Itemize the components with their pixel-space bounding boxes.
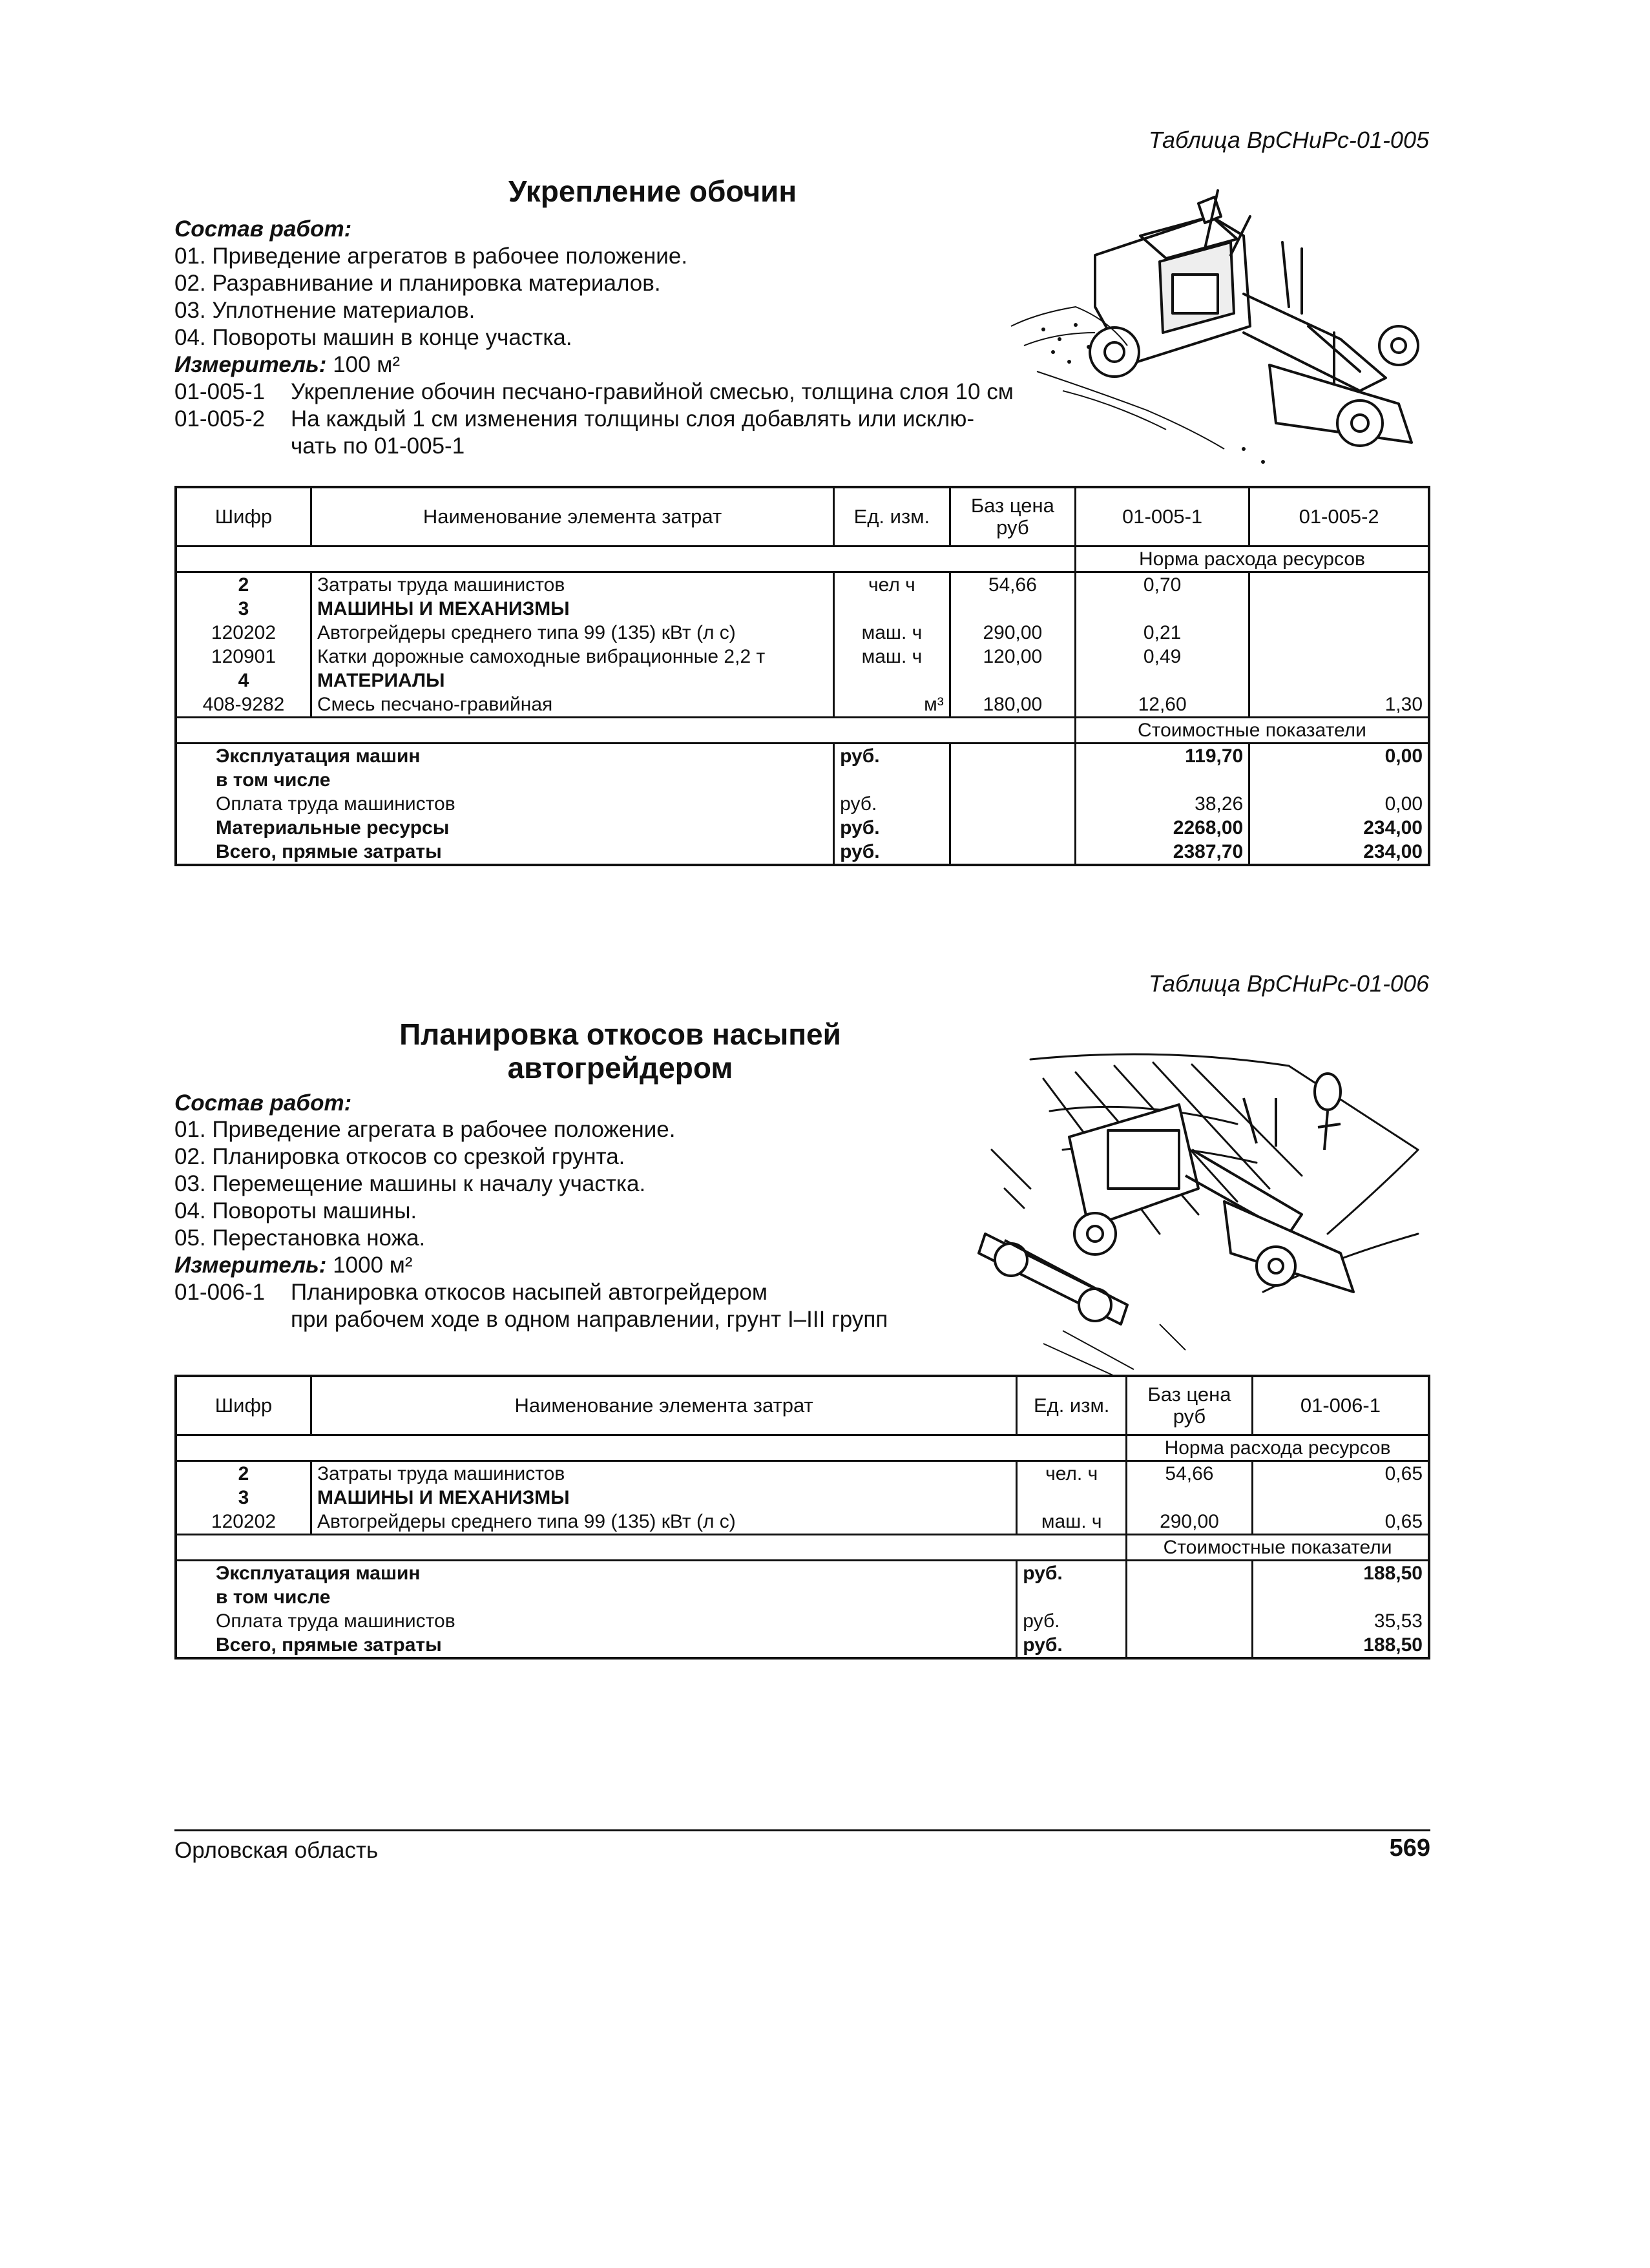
step-item: 02. Планировка откосов со срезкой грунта. <box>174 1144 625 1169</box>
steps-list <box>174 243 1014 460</box>
cell-name: МАШИНЫ И МЕХАНИЗМЫ <box>311 597 833 621</box>
cell-c2 <box>1249 621 1429 645</box>
title-line: Планировка откосов насыпей <box>399 1017 841 1051</box>
cell-code: 3 <box>176 1486 311 1510</box>
col-header-code: Шифр <box>176 487 311 546</box>
cell-c1: 0,21 <box>1075 621 1249 645</box>
col-header-code: Шифр <box>176 1376 311 1435</box>
item-line <box>174 406 1014 433</box>
table-row <box>176 1461 1429 1486</box>
cost-c1 <box>1075 768 1249 792</box>
meter-label: Измеритель: <box>174 352 327 377</box>
page-number: 569 <box>1389 1835 1430 1862</box>
cell-price <box>1127 1486 1253 1510</box>
cost-label-row <box>176 1535 1429 1561</box>
cell-c1: 0,65 <box>1252 1510 1429 1535</box>
cell-c1 <box>1075 669 1249 692</box>
cell-c2 <box>1249 645 1429 669</box>
step-item: 04. Повороты машины. <box>174 1198 417 1223</box>
cell-name: Автогрейдеры среднего типа 99 (135) кВт (л с) <box>311 1510 1016 1535</box>
cell-c2 <box>1249 669 1429 692</box>
cost-c1 <box>1252 1585 1429 1609</box>
composition-heading: Состав работ: <box>174 1090 352 1116</box>
cell-unit <box>834 597 950 621</box>
table-row <box>176 1510 1429 1535</box>
cost-row <box>176 792 1429 816</box>
col-header-c1: 01-005-1 <box>1075 487 1249 546</box>
step-item: 03. Перемещение машины к началу участка. <box>174 1171 646 1196</box>
cell-name: МАШИНЫ И МЕХАНИЗМЫ <box>311 1486 1016 1510</box>
cell-unit: маш. ч <box>834 621 950 645</box>
cell-c1 <box>1075 597 1249 621</box>
cell-price <box>950 597 1075 621</box>
cell-name: Смесь песчано-гравийная <box>311 692 833 718</box>
cost-name: Материальные ресурсы <box>176 816 834 840</box>
col-header-name: Наименование элемента затрат <box>311 1376 1016 1435</box>
cost-unit: руб. <box>834 840 950 865</box>
cost-c1: 188,50 <box>1252 1561 1429 1586</box>
cost-unit: руб. <box>834 744 950 769</box>
cost-name: в том числе <box>176 1585 1017 1609</box>
item-text: Укрепление обочин песчано-гравийной смесью, толщина слоя 10 см <box>291 379 1014 404</box>
cost-c1: 2387,70 <box>1075 840 1249 865</box>
norm-row <box>176 546 1429 572</box>
item-code: 01-005-1 <box>174 379 266 404</box>
cost-c2: 0,00 <box>1249 792 1429 816</box>
slope-grader-illustration <box>966 1021 1444 1382</box>
cell-unit <box>834 669 950 692</box>
cell-name: Затраты труда машинистов <box>311 572 833 598</box>
steps-list <box>174 1116 888 1333</box>
cost-name: в том числе <box>176 768 834 792</box>
meter-line <box>174 351 1014 379</box>
table-row <box>176 621 1429 645</box>
cost-row <box>176 840 1429 865</box>
section-title: Укрепление обочин <box>508 174 797 208</box>
footer-divider <box>174 1829 1430 1831</box>
cost-c1: 35,53 <box>1252 1609 1429 1633</box>
cell-unit <box>1017 1486 1127 1510</box>
table-row <box>176 669 1429 692</box>
table-label: Таблица ВрСНиРс-01-005 <box>1148 127 1429 153</box>
item-line <box>174 1279 888 1306</box>
cost-label: Стоимостные показатели <box>1127 1535 1429 1561</box>
section-title <box>297 1017 943 1085</box>
cost-row <box>176 1561 1429 1586</box>
cost-row <box>176 744 1429 769</box>
item-code: 01-005-2 <box>174 406 266 432</box>
item-line-cont: чать по 01-005-1 <box>291 433 465 459</box>
item-text: Планировка откосов насыпей автогрейдером <box>291 1280 768 1305</box>
cost-c1: 38,26 <box>1075 792 1249 816</box>
cell-c2 <box>1249 572 1429 598</box>
cell-price: 54,66 <box>1127 1461 1253 1486</box>
table-row <box>176 597 1429 621</box>
cell-unit: маш. ч <box>1017 1510 1127 1535</box>
cost-row <box>176 1633 1429 1658</box>
step-item: 02. Разравнивание и планировка материалов. <box>174 271 661 296</box>
composition-heading: Состав работ: <box>174 216 352 242</box>
norm-label: Норма расхода ресурсов <box>1127 1435 1429 1461</box>
cost-unit: руб. <box>834 792 950 816</box>
cost-unit: руб. <box>834 816 950 840</box>
cell-code: 120202 <box>176 621 311 645</box>
cost-label: Стоимостные показатели <box>1075 718 1429 744</box>
cell-price: 290,00 <box>950 621 1075 645</box>
table-row <box>176 1486 1429 1510</box>
cell-price <box>950 669 1075 692</box>
cost-label-row <box>176 718 1429 744</box>
cell-code: 2 <box>176 572 311 598</box>
cost-c1: 119,70 <box>1075 744 1249 769</box>
meter-line <box>174 1252 888 1279</box>
cost-c2: 234,00 <box>1249 840 1429 865</box>
cell-c1: 12,60 <box>1075 692 1249 718</box>
cell-c1: 0,65 <box>1252 1461 1429 1486</box>
meter-value: 100 м² <box>333 352 401 377</box>
table-header-row <box>176 487 1429 546</box>
table-row <box>176 645 1429 669</box>
cost-c1: 188,50 <box>1252 1633 1429 1658</box>
col-header-price: Баз цена руб <box>950 487 1075 546</box>
meter-value: 1000 м² <box>333 1253 413 1278</box>
cell-c2: 1,30 <box>1249 692 1429 718</box>
cell-code: 4 <box>176 669 311 692</box>
item-line <box>174 379 1014 406</box>
col-header-name: Наименование элемента затрат <box>311 487 833 546</box>
cost-row <box>176 1609 1429 1633</box>
cell-c2 <box>1249 597 1429 621</box>
cell-unit: чел ч <box>834 572 950 598</box>
col-header-unit: Ед. изм. <box>834 487 950 546</box>
cost-c1: 2268,00 <box>1075 816 1249 840</box>
cost-name: Оплата труда машинистов <box>176 1609 1017 1633</box>
cost-unit: руб. <box>1017 1561 1127 1586</box>
table-row <box>176 692 1429 718</box>
col-header-c2: 01-005-2 <box>1249 487 1429 546</box>
cost-unit: руб. <box>1017 1609 1127 1633</box>
cost-c2: 0,00 <box>1249 744 1429 769</box>
cell-c1 <box>1252 1486 1429 1510</box>
norm-row <box>176 1435 1429 1461</box>
table-row <box>176 572 1429 598</box>
cell-code: 408-9282 <box>176 692 311 718</box>
cell-name: Автогрейдеры среднего типа 99 (135) кВт (л с) <box>311 621 833 645</box>
cell-code: 3 <box>176 597 311 621</box>
cell-c1: 0,49 <box>1075 645 1249 669</box>
cost-name: Эксплуатация машин <box>176 744 834 769</box>
item-text: На каждый 1 см изменения толщины слоя добавлять или исклю- <box>291 406 975 432</box>
cost-c2: 234,00 <box>1249 816 1429 840</box>
cost-name: Эксплуатация машин <box>176 1561 1017 1586</box>
col-header-c1: 01-006-1 <box>1252 1376 1429 1435</box>
step-item: 04. Повороты машин в конце участка. <box>174 325 572 350</box>
item-code: 01-006-1 <box>174 1280 266 1305</box>
cell-unit: чел. ч <box>1017 1461 1127 1486</box>
cost-unit <box>834 768 950 792</box>
cost-row <box>176 768 1429 792</box>
step-item: 03. Уплотнение материалов. <box>174 298 475 323</box>
cell-price: 120,00 <box>950 645 1075 669</box>
cell-unit: м³ <box>834 692 950 718</box>
resource-table <box>174 486 1430 866</box>
cost-unit <box>1017 1585 1127 1609</box>
col-header-unit: Ед. изм. <box>1017 1376 1127 1435</box>
cell-code: 2 <box>176 1461 311 1486</box>
cost-unit: руб. <box>1017 1633 1127 1658</box>
title-line: автогрейдером <box>507 1051 733 1085</box>
step-item: 05. Перестановка ножа. <box>174 1225 426 1251</box>
cell-price: 54,66 <box>950 572 1075 598</box>
cell-price: 180,00 <box>950 692 1075 718</box>
resource-table <box>174 1375 1430 1659</box>
step-item: 01. Приведение агрегата в рабочее положение. <box>174 1117 676 1142</box>
norm-label: Норма расхода ресурсов <box>1075 546 1429 572</box>
grader-illustration <box>998 178 1444 475</box>
col-header-price: Баз цена руб <box>1127 1376 1253 1435</box>
cell-c1: 0,70 <box>1075 572 1249 598</box>
cost-row <box>176 1585 1429 1609</box>
table-header-row <box>176 1376 1429 1435</box>
cost-name: Оплата труда машинистов <box>176 792 834 816</box>
cell-code: 120202 <box>176 1510 311 1535</box>
cell-unit: маш. ч <box>834 645 950 669</box>
table-label: Таблица ВрСНиРс-01-006 <box>1148 970 1429 997</box>
cell-name: МАТЕРИАЛЫ <box>311 669 833 692</box>
cost-name: Всего, прямые затраты <box>176 840 834 865</box>
step-item: 01. Приведение агрегатов в рабочее положение. <box>174 244 688 269</box>
cost-row <box>176 816 1429 840</box>
cell-name: Затраты труда машинистов <box>311 1461 1016 1486</box>
cell-price: 290,00 <box>1127 1510 1253 1535</box>
cell-code: 120901 <box>176 645 311 669</box>
meter-label: Измеритель: <box>174 1253 327 1278</box>
cost-name: Всего, прямые затраты <box>176 1633 1017 1658</box>
item-line-cont: при рабочем ходе в одном направлении, грунт I–III групп <box>291 1307 888 1332</box>
cell-name: Катки дорожные самоходные вибрационные 2,2 т <box>311 645 833 669</box>
cost-c2 <box>1249 768 1429 792</box>
footer-region: Орловская область <box>174 1838 379 1863</box>
